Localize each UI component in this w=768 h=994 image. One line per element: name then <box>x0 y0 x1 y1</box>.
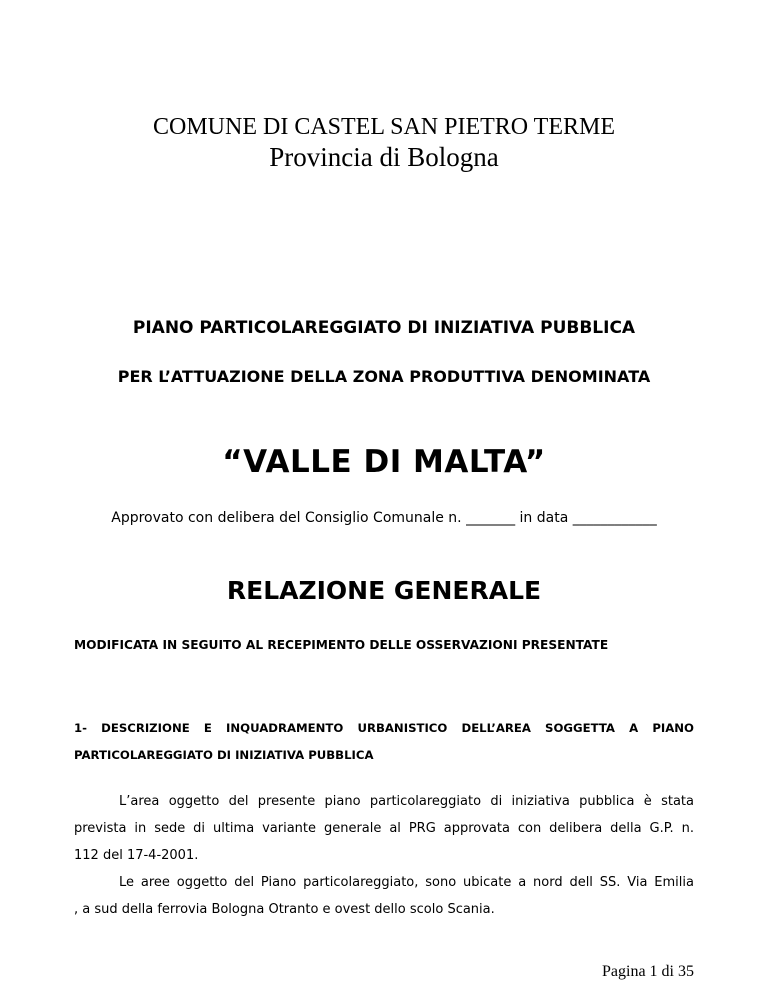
paragraph-line: prevista in sede di ultima variante generale al PRG approvata con delibera della G.P. n. <box>74 821 694 836</box>
paragraph-2 <box>74 869 694 923</box>
section-heading <box>74 715 694 769</box>
municipality-name: COMUNE DI CASTEL SAN PIETRO TERME <box>152 114 615 140</box>
paragraph-line: , a sud della ferrovia Bologna Otranto e ovest dello scolo Scania. <box>74 902 495 917</box>
section-heading-line-2: PARTICOLAREGGIATO DI INIZIATIVA PUBBLICA <box>74 748 374 762</box>
plan-title-line-1: PIANO PARTICOLAREGGIATO DI INIZIATIVA PUBBLICA <box>132 318 636 338</box>
project-name: “VALLE DI MALTA” <box>222 444 546 480</box>
section-heading-line-1: 1- DESCRIZIONE E INQUADRAMENTO URBANISTICO DELL’AREA SOGGETTA A PIANO <box>74 721 694 735</box>
paragraph-1 <box>74 788 694 869</box>
document-title: RELAZIONE GENERALE <box>226 576 542 605</box>
province-name: Provincia di Bologna <box>269 142 499 172</box>
page-number: Pagina 1 di 35 <box>602 963 694 980</box>
plan-title-line-2: PER L’ATTUAZIONE DELLA ZONA PRODUTTIVA DENOMINATA <box>117 367 651 386</box>
paragraph-line: Le aree oggetto del Piano particolareggiato, sono ubicate a nord dell SS. Via Emilia <box>119 875 694 890</box>
approval-line: Approvato con delibera del Consiglio Comunale n. _______ in data ____________ <box>111 510 657 526</box>
paragraph-line: 112 del 17-4-2001. <box>74 848 199 863</box>
paragraph-line: L’area oggetto del presente piano particolareggiato di iniziativa pubblica è stata <box>119 794 694 809</box>
modified-note: MODIFICATA IN SEGUITO AL RECEPIMENTO DELLE OSSERVAZIONI PRESENTATE <box>74 638 609 652</box>
